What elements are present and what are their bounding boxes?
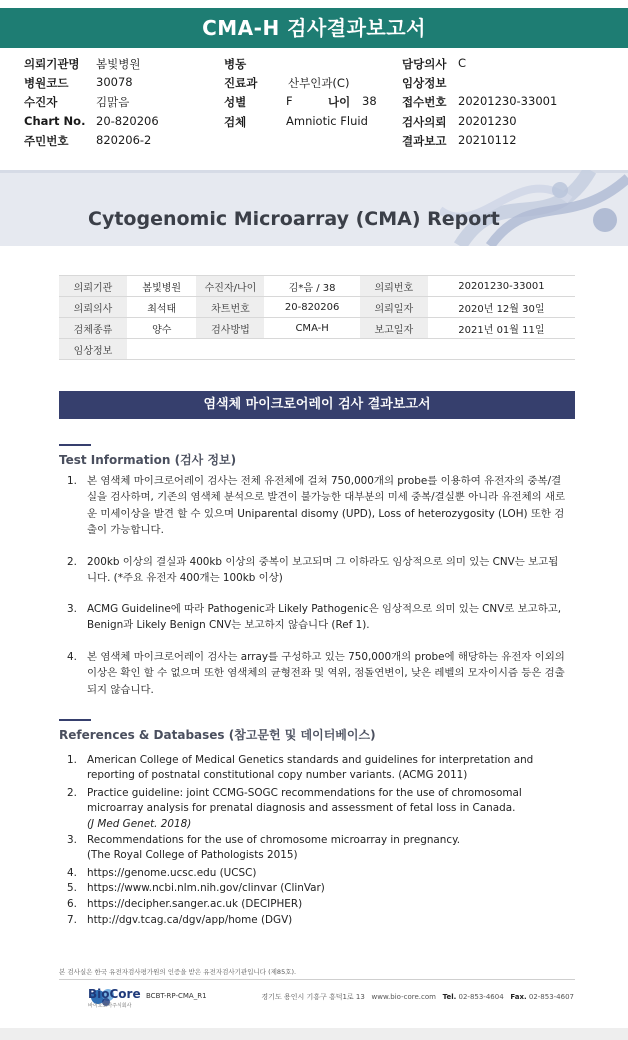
table-label-cell: 임상정보 (59, 339, 127, 360)
footer-divider (59, 979, 575, 980)
reference-citation: (The Royal College of Pathologists 2015) (87, 849, 298, 862)
table-value-cell: CMA-H (264, 318, 359, 339)
header-label: 나이 (328, 95, 351, 109)
fax-label: Fax. (510, 993, 527, 1001)
certification-note: 본 검사실은 한국 유전자검사평가원의 인증을 받은 유전자검사기관입니다 (제85호). (59, 968, 297, 976)
reference-text: Practice guideline: joint CCMG-SOGC recommendations for the use of chromosomal microarray analysis for prenatal diagnosis and assessment of fetal loss in Canada. (87, 787, 522, 815)
table-value-cell: 최석태 (127, 297, 196, 318)
table-row (59, 318, 575, 339)
report-banner (0, 170, 628, 246)
list-item (67, 554, 567, 588)
document-code: BCBT-RP-CMA_R1 (146, 992, 207, 1000)
table-value-cell: 양수 (127, 318, 196, 339)
page-bottom-bar (0, 1028, 628, 1040)
header-label: 의뢰기관명 (24, 57, 80, 71)
table-value-cell: 봄빛병원 (127, 276, 196, 297)
item-text (87, 786, 557, 832)
table-label-cell: 의뢰기관 (59, 276, 127, 297)
fax-number: 02-853-4607 (528, 993, 574, 1001)
header-value: 20-820206 (96, 114, 159, 128)
list-item (67, 473, 567, 541)
header-label: 결과보고 (402, 134, 447, 148)
reference-text: Recommendations for the use of chromosome microarray in pregnancy. (87, 834, 461, 846)
item-number: 3. (67, 834, 77, 846)
reference-citation: (J Med Genet. 2018) (87, 817, 192, 830)
table-value-cell (127, 339, 575, 360)
table-row (59, 339, 575, 360)
header-label: 검사의뢰 (402, 115, 447, 129)
table-row (59, 276, 575, 297)
section-band: 염색체 마이크로어레이 검사 결과보고서 (59, 391, 575, 419)
table-value-cell: 김*음 / 38 (264, 276, 359, 297)
header-value: C (458, 56, 467, 70)
item-number: 2. (67, 556, 77, 568)
item-text: ACMG Guideline에 따라 Pathogenic과 Likely Pathogenic은 임상적으로 의미 있는 CNV로 보고하고, Benign과 Likely Benign CNV는 보고하지 않습니다 (Ref 1). (87, 603, 562, 632)
item-number: 7. (67, 914, 77, 926)
header-label: Chart No. (24, 114, 86, 128)
header-value: 820206-2 (96, 133, 152, 147)
item-number: 4. (67, 867, 77, 879)
table-value-cell: 2021년 01월 11일 (428, 318, 575, 339)
section-rule (59, 444, 91, 446)
patient-header (0, 52, 628, 164)
header-label: 수진자 (24, 95, 58, 109)
item-text (87, 833, 557, 864)
logo-wordmark: BioCore (88, 987, 141, 1001)
document-title: CMA-H 검사결과보고서 (0, 8, 628, 48)
table-label-cell: 차트번호 (196, 297, 264, 318)
header-value: 38 (362, 94, 377, 108)
table-value-cell: 20201230-33001 (428, 276, 575, 297)
header-value: 김맑음 (96, 95, 130, 109)
list-item (67, 649, 567, 701)
item-text: 본 염색체 마이크로어레이 검사는 전체 유전체에 걸쳐 750,000개의 probe를 이용하여 유전자의 중복/결실을 검사하며, 기존의 염색체 분석으로 발견이 불가능한 대부분의 미세 중복/결실뿐 아니라 유전체의 새로운 미세이상을 발견 할 수 있으며 Uniparental disomy (UPD), Loss of heterozygosity (LOH) 또한 검출이 가능합니다. (87, 475, 566, 537)
table-value-cell: 2020년 12월 30일 (428, 297, 575, 318)
header-label: 진료과 (224, 76, 258, 90)
header-value: 20201230 (458, 114, 517, 128)
tel-label: Tel. (442, 993, 457, 1001)
item-number: 1. (67, 754, 77, 766)
company-website[interactable]: www.bio-core.com (371, 993, 436, 1001)
section-rule (59, 719, 91, 721)
header-label: 성별 (224, 95, 247, 109)
table-label-cell: 검사방법 (196, 318, 264, 339)
info-table (59, 275, 575, 360)
header-value: Amniotic Fluid (286, 114, 368, 128)
header-label: 임상정보 (402, 76, 447, 90)
header-label: 접수번호 (402, 95, 447, 109)
table-label-cell: 의뢰번호 (360, 276, 428, 297)
reference-link[interactable]: http://dgv.tcag.ca/dgv/app/home (DGV) (87, 914, 293, 926)
item-text: 본 염색체 마이크로어레이 검사는 array를 구성하고 있는 750,000개의 probe에 해당하는 유전자 이외의 이상은 확인 할 수 없으며 또한 염색체의 균형전좌 및 역위, 점돌연변이, 낮은 레벨의 모자이시즘 등은 검출되지 않습니다. (87, 651, 565, 696)
item-number: 3. (67, 603, 77, 615)
report-title: Cytogenomic Microarray (CMA) Report (88, 208, 500, 230)
list-item (67, 601, 567, 635)
item-number: 5. (67, 882, 77, 894)
header-value: 30078 (96, 75, 133, 89)
references-title: References & Databases (참고문헌 및 데이터베이스) (59, 728, 376, 742)
table-label-cell: 의뢰의사 (59, 297, 127, 318)
item-number: 2. (67, 787, 77, 799)
table-value-cell: 20-820206 (264, 297, 359, 318)
table-label-cell: 보고일자 (360, 318, 428, 339)
reference-link[interactable]: https://decipher.sanger.ac.uk (DECIPHER) (87, 898, 303, 910)
table-label-cell: 의뢰일자 (360, 297, 428, 318)
header-label: 담당의사 (402, 57, 447, 71)
item-text: 200kb 이상의 결실과 400kb 이상의 중복이 보고되며 그 이하라도 임상적으로 의미 있는 CNV는 보고됩니다. (*주요 유전자 400개는 100kb 이상) (87, 556, 559, 585)
item-number: 1. (67, 475, 77, 487)
header-value: 20210112 (458, 133, 517, 147)
company-contact (261, 992, 574, 1002)
header-label: 주민번호 (24, 134, 69, 148)
header-value: 20201230-33001 (458, 94, 558, 108)
table-row (59, 297, 575, 318)
header-label: 병동 (224, 57, 247, 71)
tel-number: 02-853-4604 (458, 993, 504, 1001)
test-info-title: Test Information (검사 정보) (59, 453, 237, 467)
item-number: 6. (67, 898, 77, 910)
header-label: 병원코드 (24, 76, 69, 90)
reference-link[interactable]: https://genome.ucsc.edu (UCSC) (87, 867, 257, 879)
header-value: F (286, 94, 293, 108)
table-label-cell: 수진자/나이 (196, 276, 264, 297)
header-value: 산부인과(C) (288, 76, 350, 90)
header-label: 검체 (224, 115, 247, 129)
company-address: 경기도 용인시 기흥구 흥덕1로 13 (261, 993, 365, 1001)
item-text: American College of Medical Genetics standards and guidelines for interpretation and reporting of postnatal constitutional copy number variants. (ACMG 2011) (87, 754, 534, 782)
header-value: 봄빛병원 (96, 57, 141, 71)
table-label-cell: 검체종류 (59, 318, 127, 339)
logo-subtitle: 바이오코아주식회사 (88, 1003, 132, 1009)
reference-link[interactable]: https://www.ncbi.nlm.nih.gov/clinvar (ClinVar) (87, 882, 325, 894)
item-number: 4. (67, 651, 77, 663)
